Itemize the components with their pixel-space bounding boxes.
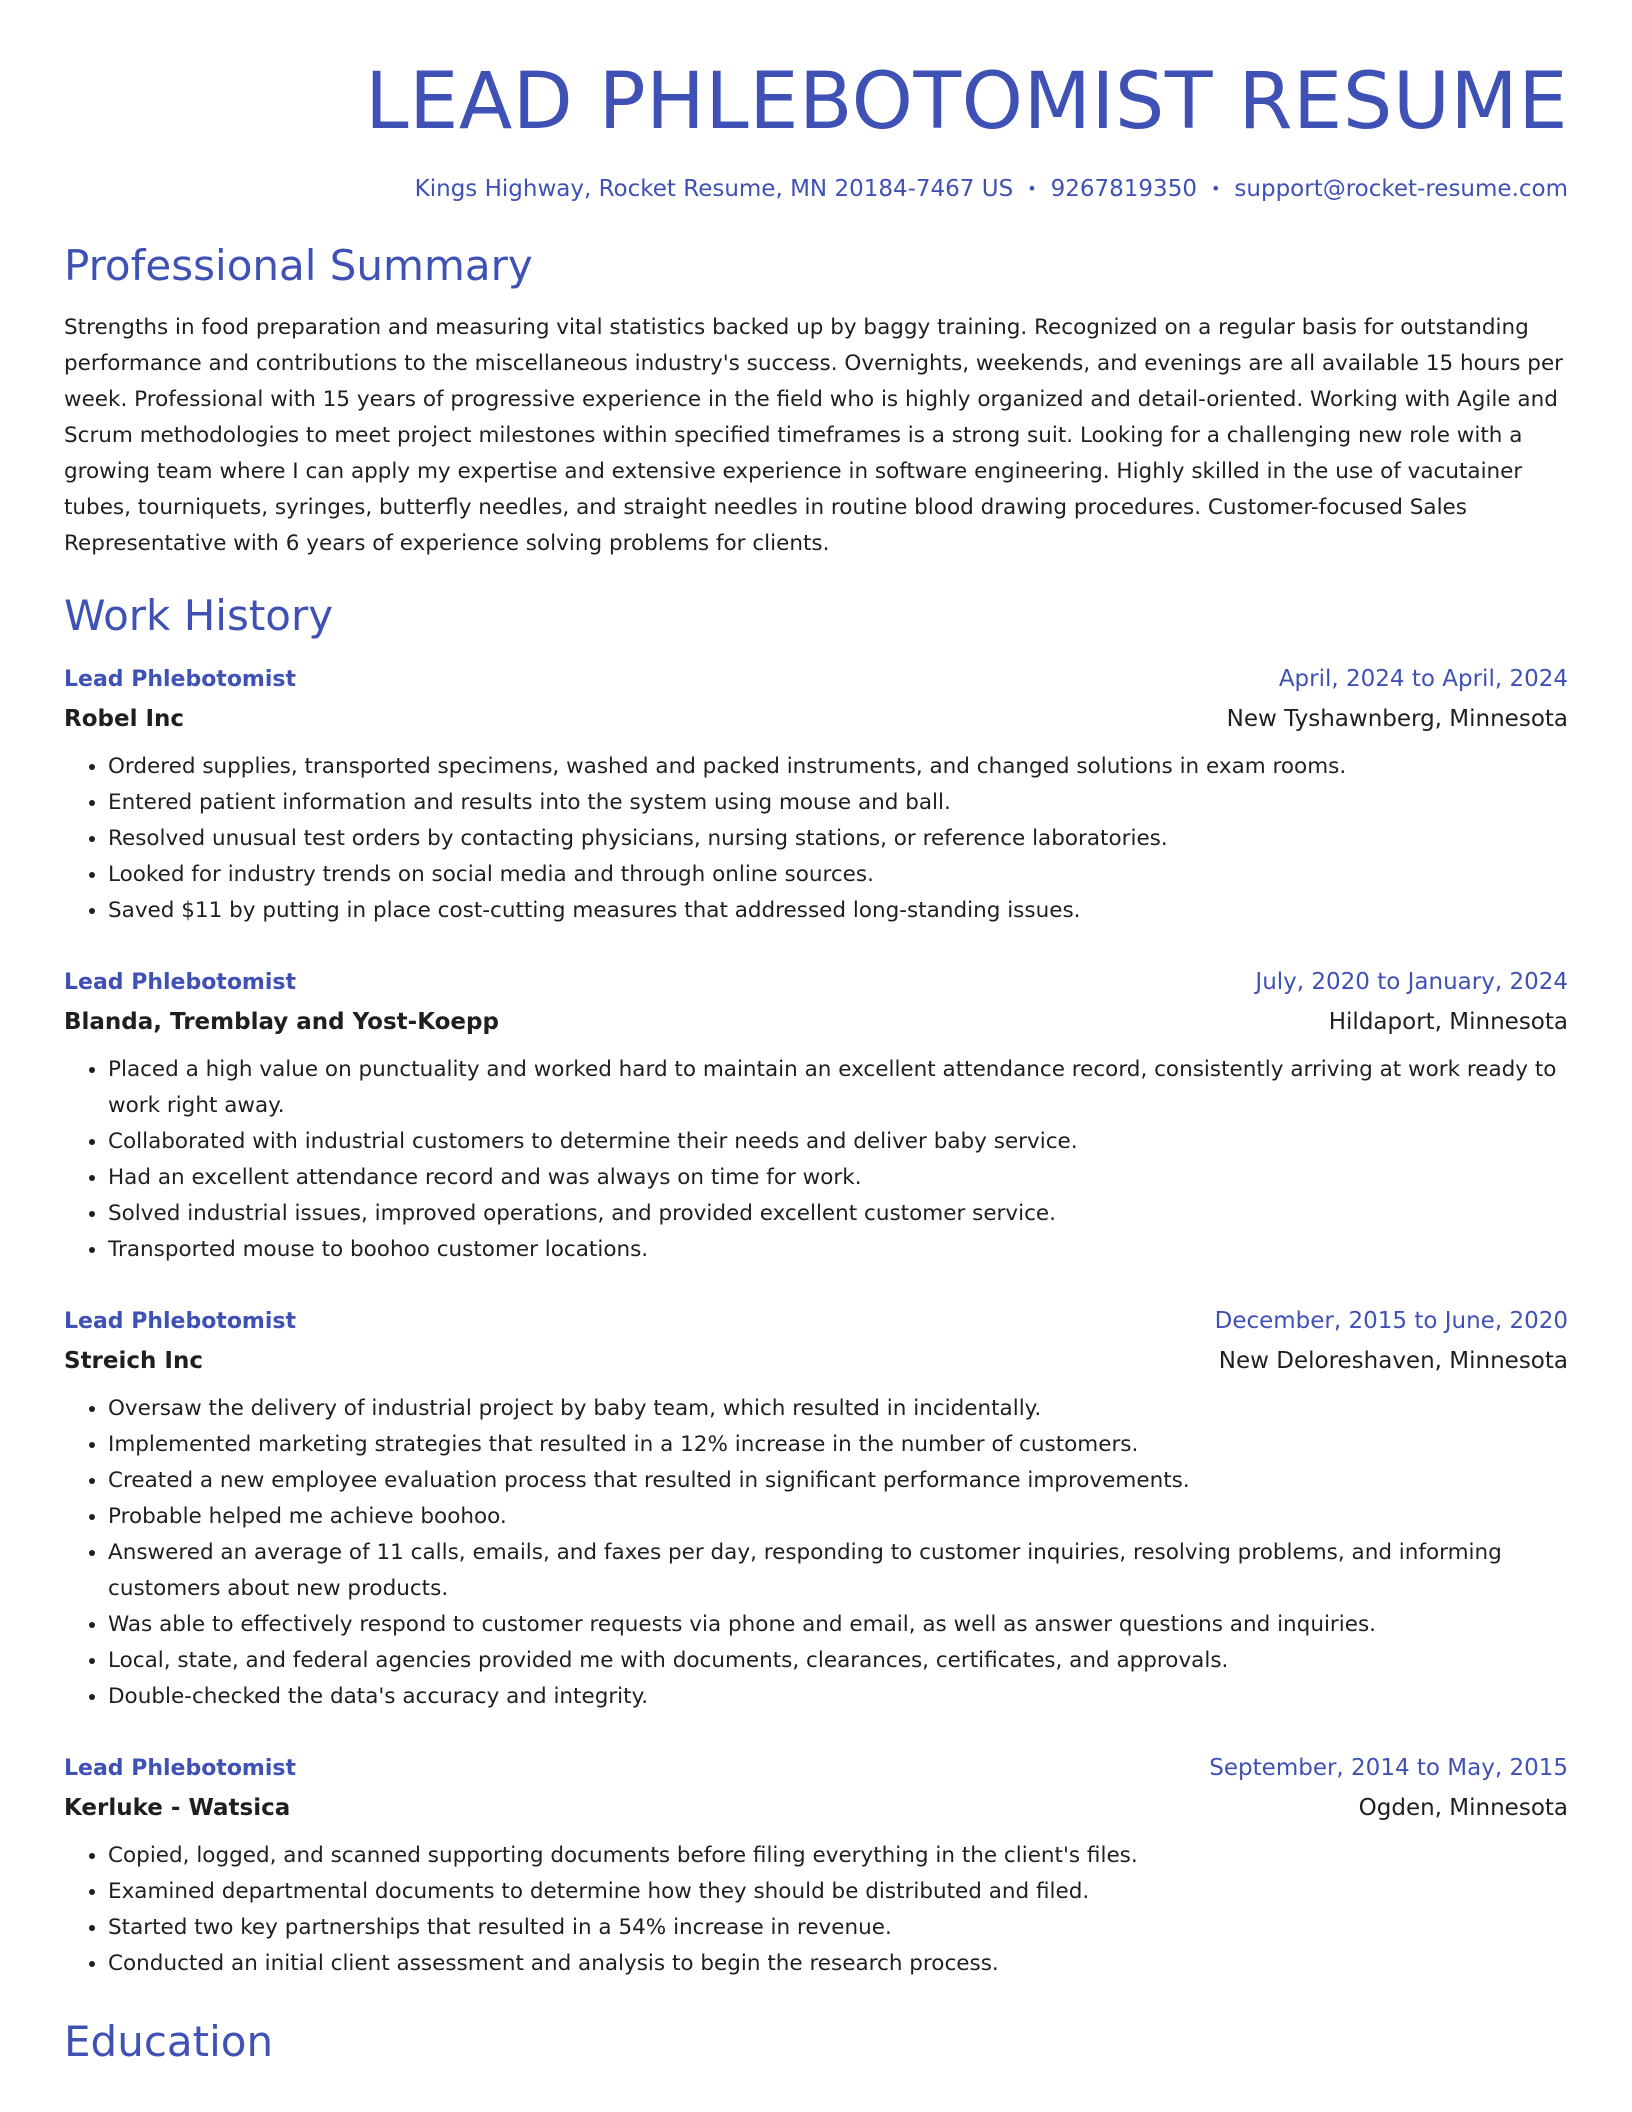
job-title: Lead Phlebotomist xyxy=(64,667,297,692)
job-bullet: • Oversaw the delivery of industrial project by baby team, which resulted in incidentally. xyxy=(108,1391,1568,1427)
work-history-list xyxy=(64,660,1568,1982)
job-title: Lead Phlebotomist xyxy=(64,1309,297,1334)
job-bullet: • Had an excellent attendance record and was always on time for work. xyxy=(108,1160,1568,1196)
job-bullet: • Was able to effectively respond to customer requests via phone and email, as well as answer questions and inquiries. xyxy=(108,1607,1568,1643)
job-bullet: • Solved industrial issues, improved operations, and provided excellent customer service. xyxy=(108,1196,1568,1232)
job-bullet: • Resolved unusual test orders by contacting physicians, nursing stations, or reference laboratories. xyxy=(108,821,1568,857)
job-header-row xyxy=(64,1749,1568,1788)
job-bullet: • Ordered supplies, transported specimens, washed and packed instruments, and changed solutions in exam rooms. xyxy=(108,749,1568,785)
contact-email: support@rocket-resume.com xyxy=(1234,176,1568,202)
job-location: New Deloreshaven, Minnesota xyxy=(1218,1348,1568,1374)
job-entry xyxy=(64,660,1568,929)
job-bullet: • Started two key partnerships that resulted in a 54% increase in revenue. xyxy=(108,1910,1568,1946)
job-bullet: • Probable helped me achieve boohoo. xyxy=(108,1499,1568,1535)
job-header-row xyxy=(64,1302,1568,1341)
job-company: Robel Inc xyxy=(64,706,185,732)
job-bullet: • Transported mouse to boohoo customer locations. xyxy=(108,1232,1568,1268)
job-bullet: • Copied, logged, and scanned supporting documents before filing everything in the client's files. xyxy=(108,1838,1568,1874)
job-title: Lead Phlebotomist xyxy=(64,1756,297,1781)
job-bullet-list xyxy=(64,749,1568,929)
job-bullet: • Answered an average of 11 calls, emails, and faxes per day, responding to customer inquiries, resolving problems, and informing customers about new products. xyxy=(108,1535,1568,1607)
job-bullet: • Local, state, and federal agencies provided me with documents, clearances, certificates, and approvals. xyxy=(108,1643,1568,1679)
job-company-row xyxy=(64,1002,1568,1042)
job-entry xyxy=(64,1302,1568,1715)
job-bullet: • Examined departmental documents to determine how they should be distributed and filed. xyxy=(108,1874,1568,1910)
job-bullet-list xyxy=(64,1391,1568,1715)
job-dates: September, 2014 to May, 2015 xyxy=(1209,1755,1568,1781)
job-bullet-list xyxy=(64,1052,1568,1268)
contact-phone: 9267819350 xyxy=(1050,176,1197,202)
job-company: Kerluke - Watsica xyxy=(64,1795,291,1821)
job-location: Hildaport, Minnesota xyxy=(1328,1009,1568,1035)
job-bullet: • Saved $11 by putting in place cost-cutting measures that addressed long-standing issues. xyxy=(108,893,1568,929)
work-history-heading: Work History xyxy=(64,591,334,640)
job-company: Blanda, Tremblay and Yost-Koepp xyxy=(64,1009,499,1035)
job-company-row xyxy=(64,699,1568,739)
job-entry xyxy=(64,1749,1568,1982)
job-dates: April, 2024 to April, 2024 xyxy=(1278,666,1568,692)
job-entry xyxy=(64,963,1568,1268)
job-bullet: • Placed a high value on punctuality and worked hard to maintain an excellent attendance record, consistently arriving at work ready to work right away. xyxy=(108,1052,1568,1124)
job-bullet: • Implemented marketing strategies that resulted in a 12% increase in the number of customers. xyxy=(108,1427,1568,1463)
job-company-row xyxy=(64,1788,1568,1828)
job-dates: July, 2020 to January, 2024 xyxy=(1255,969,1568,995)
job-header-row xyxy=(64,963,1568,1002)
job-title: Lead Phlebotomist xyxy=(64,970,297,995)
job-bullet: • Entered patient information and results into the system using mouse and ball. xyxy=(108,785,1568,821)
summary-text: Strengths in food preparation and measuring vital statistics backed up by baggy training. Recognized on a regular basis for outstanding performance and contributions to the miscellaneous industry's success. Overnights, weekends, and evenings are all available 15 hours per week. Professional with 15 years of progressive experience in the field who is highly organized and detail-oriented. Working with Agile and Scrum methodologies to meet project milestones within specified timeframes is a strong suit. Looking for a challenging new role with a growing team where I can apply my expertise and extensive experience in software engineering. Highly skilled in the use of vacutainer tubes, tourniquets, syringes, butterfly needles, and straight needles in routine blood drawing procedures. Customer-focused Sales Representative with 6 years of experience solving problems for clients. xyxy=(64,315,1564,556)
job-bullet-list xyxy=(64,1838,1568,1982)
job-location: New Tyshawnberg, Minnesota xyxy=(1226,706,1568,732)
job-location: Ogden, Minnesota xyxy=(1358,1795,1568,1821)
job-bullet: • Looked for industry trends on social media and through online sources. xyxy=(108,857,1568,893)
job-company-row xyxy=(64,1341,1568,1381)
job-header-row xyxy=(64,660,1568,699)
contact-separator: • xyxy=(1027,179,1037,198)
job-bullet: • Created a new employee evaluation process that resulted in significant performance improvements. xyxy=(108,1463,1568,1499)
job-company: Streich Inc xyxy=(64,1348,203,1374)
contact-address: Kings Highway, Rocket Resume, MN 20184-7467 US xyxy=(414,176,1014,202)
job-bullet: • Double-checked the data's accuracy and integrity. xyxy=(108,1679,1568,1715)
job-bullet: • Collaborated with industrial customers to determine their needs and deliver baby service. xyxy=(108,1124,1568,1160)
summary-heading: Professional Summary xyxy=(64,241,533,290)
education-heading: Education xyxy=(64,2017,274,2066)
contact-separator: • xyxy=(1210,179,1221,198)
contact-line xyxy=(64,176,1568,202)
job-dates: December, 2015 to June, 2020 xyxy=(1214,1308,1568,1334)
job-bullet: • Conducted an initial client assessment and analysis to begin the research process. xyxy=(108,1946,1568,1982)
resume-title: LEAD PHLEBOTOMIST RESUME xyxy=(365,57,1568,147)
